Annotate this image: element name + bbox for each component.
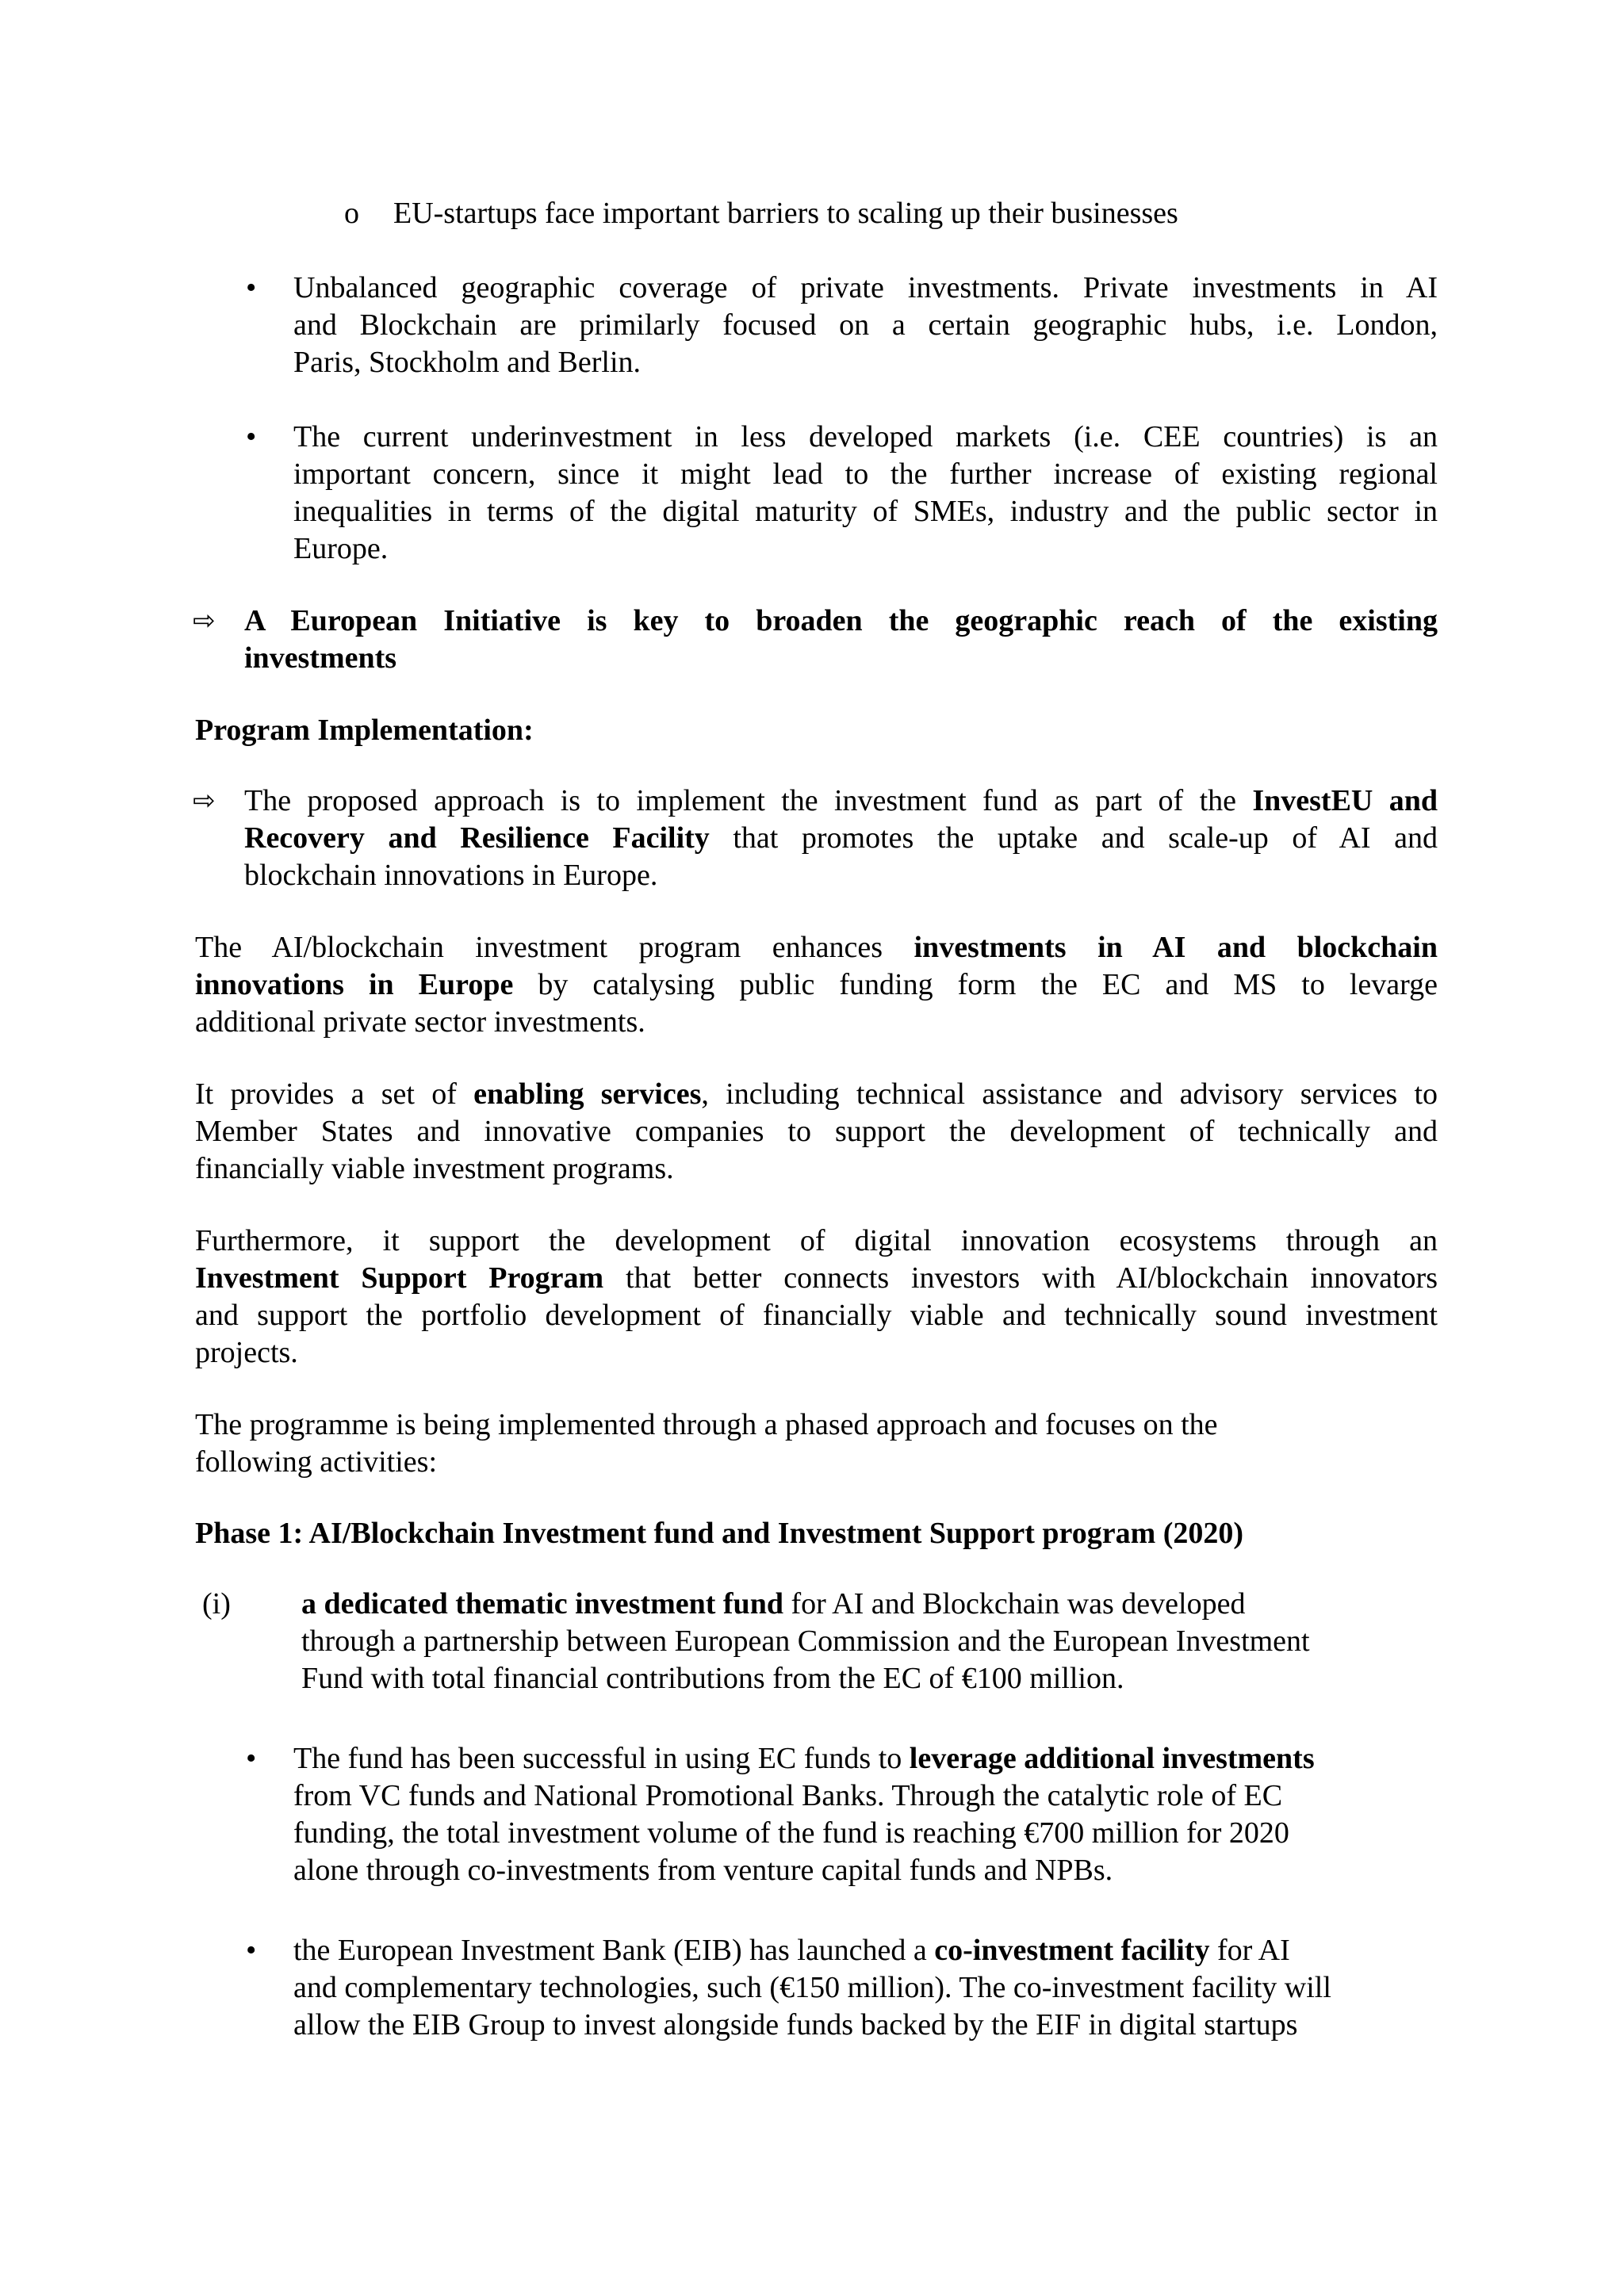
text-run-bold: a dedicated thematic investment fund bbox=[301, 1587, 783, 1621]
text-line: and complementary technologies, such (€150 million). The co-investment facility will bbox=[293, 1971, 1331, 2004]
text-run: The AI/blockchain investment program enhances bbox=[195, 931, 914, 964]
text-line: inequalities in terms of the digital maturity of SMEs, industry and the public sector in bbox=[293, 495, 1438, 528]
text-line: The current underinvestment in less developed markets (i.e. CEE countries) is an bbox=[293, 420, 1438, 453]
text-line: and Blockchain are primilarly focused on a certain geographic hubs, i.e. London, bbox=[293, 308, 1438, 342]
text-run: for AI bbox=[1209, 1934, 1290, 1967]
text-line bbox=[293, 1740, 1438, 1777]
text-run: The fund has been successful in using EC funds to bbox=[293, 1742, 910, 1775]
barriers-sub-bullet-text: EU-startups face important barriers to scaling up their businesses bbox=[393, 197, 1178, 230]
text-run-bold: investments in AI and blockchain bbox=[914, 931, 1438, 964]
text-run: that better connects investors with AI/blockchain innovators bbox=[603, 1261, 1438, 1295]
text-line: and support the portfolio development of financially viable and technically sound investment bbox=[195, 1299, 1438, 1332]
arrow-icon: ⇨ bbox=[193, 785, 216, 817]
text-line: Europe. bbox=[293, 532, 389, 565]
text-line: additional private sector investments. bbox=[195, 1005, 645, 1039]
text-line: Paris, Stockholm and Berlin. bbox=[293, 346, 642, 379]
text-line: allow the EIB Group to invest alongside funds backed by the EIF in digital startups bbox=[293, 2008, 1298, 2042]
text-run-bold: Investment Support Program bbox=[195, 1261, 604, 1295]
text-run: , including technical assistance and advisory services to bbox=[701, 1077, 1438, 1111]
bullet-marker: • bbox=[246, 420, 257, 453]
bullet-marker: • bbox=[246, 271, 257, 304]
text-line bbox=[195, 1260, 1438, 1297]
text-run-bold: InvestEU and bbox=[1252, 784, 1438, 817]
text-line: A European Initiative is key to broaden the geographic reach of the existing bbox=[244, 604, 1438, 637]
text-line bbox=[244, 820, 1438, 857]
text-line: Furthermore, it support the development of digital innovation ecosystems through an bbox=[195, 1224, 1438, 1257]
text-run-bold: leverage additional investments bbox=[909, 1742, 1315, 1775]
text-line: financially viable investment programs. bbox=[195, 1152, 674, 1185]
bullet-marker: • bbox=[246, 1934, 257, 1967]
text-run-bold: innovations in Europe bbox=[195, 968, 514, 1001]
text-run: by catalysing public funding form the EC and MS to levarge bbox=[513, 968, 1438, 1001]
text-line bbox=[244, 783, 1438, 820]
text-run: The proposed approach is to implement the investment fund as part of the bbox=[244, 784, 1253, 817]
text-line: following activities: bbox=[195, 1445, 438, 1479]
text-run: for AI and Blockchain was developed bbox=[783, 1587, 1246, 1621]
bullet-marker: • bbox=[246, 1742, 257, 1775]
text-run: the European Investment Bank (EIB) has launched a bbox=[293, 1934, 935, 1967]
text-line: The programme is being implemented through a phased approach and focuses on the bbox=[195, 1408, 1218, 1441]
list-item-marker: (i) bbox=[202, 1587, 231, 1621]
text-line bbox=[195, 1076, 1438, 1113]
heading-program-implementation: Program Implementation: bbox=[195, 714, 534, 747]
text-line: alone through co-investments from venture capital funds and NPBs. bbox=[293, 1854, 1113, 1887]
text-line: through a partnership between European Commission and the European Investment bbox=[301, 1624, 1310, 1658]
sub-bullet-marker: o bbox=[344, 197, 359, 230]
text-line: Unbalanced geographic coverage of private investments. Private investments in AI bbox=[293, 271, 1438, 304]
text-line: projects. bbox=[195, 1336, 298, 1369]
text-run-bold: co-investment facility bbox=[934, 1934, 1210, 1967]
text-run: that promotes the uptake and scale-up of AI and bbox=[709, 821, 1438, 855]
text-line bbox=[195, 966, 1438, 1004]
text-line: important concern, since it might lead to the further increase of existing regional bbox=[293, 457, 1438, 491]
text-line: from VC funds and National Promotional Banks. Through the catalytic role of EC bbox=[293, 1779, 1283, 1812]
text-run-bold: enabling services bbox=[473, 1077, 702, 1111]
text-line: Member States and innovative companies to support the development of technically and bbox=[195, 1115, 1438, 1148]
heading-phase-1: Phase 1: AI/Blockchain Investment fund and Investment Support program (2020) bbox=[195, 1517, 1244, 1550]
text-line: investments bbox=[244, 641, 397, 675]
text-line: Fund with total financial contributions from the EC of €100 million. bbox=[301, 1662, 1124, 1695]
text-line bbox=[195, 929, 1438, 966]
text-line: funding, the total investment volume of the fund is reaching €700 million for 2020 bbox=[293, 1816, 1289, 1850]
text-run-bold: Recovery and Resilience Facility bbox=[244, 821, 710, 855]
text-run: It provides a set of bbox=[195, 1077, 474, 1111]
text-line bbox=[293, 1932, 1438, 1969]
arrow-icon: ⇨ bbox=[193, 605, 216, 637]
text-line bbox=[301, 1586, 1438, 1623]
text-line: blockchain innovations in Europe. bbox=[244, 859, 658, 892]
